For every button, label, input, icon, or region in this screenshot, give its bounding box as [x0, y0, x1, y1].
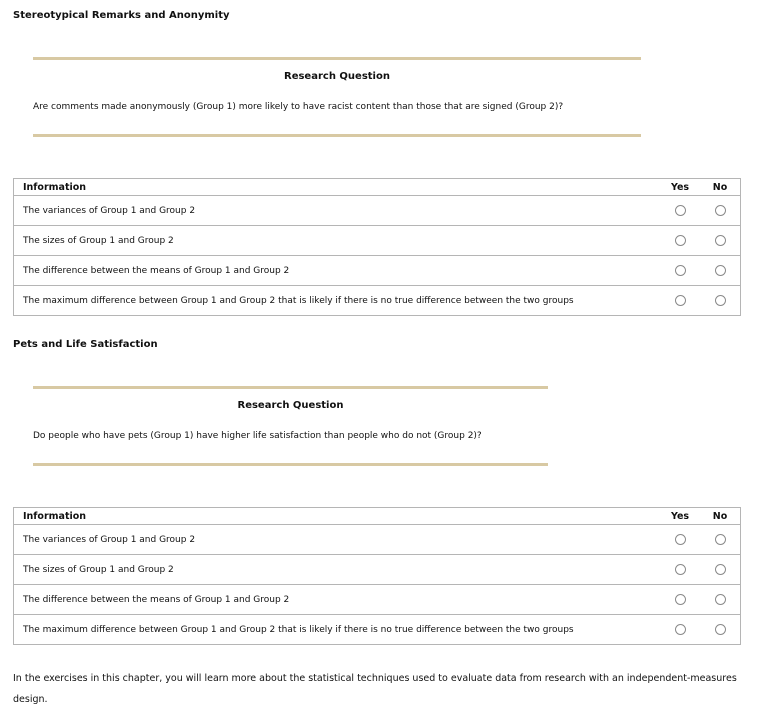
- row-label-variances: The variances of Group 1 and Group 2: [14, 525, 661, 555]
- table-row: [14, 226, 741, 256]
- research-question-box-2: [33, 386, 548, 466]
- radio-yes-sizes[interactable]: [675, 235, 686, 246]
- radio-no-variances[interactable]: [715, 205, 726, 216]
- column-header-no: No: [700, 179, 741, 196]
- radio-no-variances[interactable]: [715, 534, 726, 545]
- table-row: [14, 286, 741, 316]
- table-row: [14, 525, 741, 555]
- radio-yes-variances[interactable]: [675, 534, 686, 545]
- radio-yes-max-difference[interactable]: [675, 295, 686, 306]
- radio-no-max-difference[interactable]: [715, 624, 726, 635]
- row-label-means-difference: The difference between the means of Group 1 and Group 2: [14, 585, 661, 615]
- radio-no-means-difference[interactable]: [715, 265, 726, 276]
- radio-yes-variances[interactable]: [675, 205, 686, 216]
- table-header-row: [14, 508, 741, 525]
- row-label-sizes: The sizes of Group 1 and Group 2: [14, 555, 661, 585]
- information-table-1: [13, 178, 741, 316]
- table-row: [14, 256, 741, 286]
- column-header-information: Information: [14, 508, 661, 525]
- table-row: [14, 585, 741, 615]
- table-row: [14, 615, 741, 645]
- section-title-stereotypical-remarks: Stereotypical Remarks and Anonymity: [13, 10, 230, 21]
- radio-no-means-difference[interactable]: [715, 594, 726, 605]
- radio-no-sizes[interactable]: [715, 235, 726, 246]
- section-title-pets-life-satisfaction: Pets and Life Satisfaction: [13, 339, 158, 350]
- research-question-heading: Research Question: [284, 71, 390, 82]
- column-header-information: Information: [14, 179, 661, 196]
- column-header-yes: Yes: [660, 508, 700, 525]
- row-label-max-difference: The maximum difference between Group 1 and Group 2 that is likely if there is no true difference between the two groups: [14, 286, 661, 316]
- row-label-variances: The variances of Group 1 and Group 2: [14, 196, 661, 226]
- row-label-means-difference: The difference between the means of Group 1 and Group 2: [14, 256, 661, 286]
- row-label-sizes: The sizes of Group 1 and Group 2: [14, 226, 661, 256]
- radio-yes-sizes[interactable]: [675, 564, 686, 575]
- table-row: [14, 196, 741, 226]
- radio-yes-means-difference[interactable]: [675, 265, 686, 276]
- table-header-row: [14, 179, 741, 196]
- research-question-heading: Research Question: [237, 400, 344, 411]
- radio-no-max-difference[interactable]: [715, 295, 726, 306]
- radio-yes-max-difference[interactable]: [675, 624, 686, 635]
- chapter-intro-text: In the exercises in this chapter, you will learn more about the statistical techniques used to evaluate data from research with an independent-measures design.: [13, 673, 737, 705]
- research-question-box-1: [33, 57, 641, 137]
- column-header-no: No: [700, 508, 741, 525]
- table-row: [14, 555, 741, 585]
- radio-yes-means-difference[interactable]: [675, 594, 686, 605]
- research-question-text: Do people who have pets (Group 1) have higher life satisfaction than people who do not (Group 2)?: [33, 431, 482, 441]
- row-label-max-difference: The maximum difference between Group 1 and Group 2 that is likely if there is no true difference between the two groups: [14, 615, 661, 645]
- radio-no-sizes[interactable]: [715, 564, 726, 575]
- column-header-yes: Yes: [660, 179, 700, 196]
- research-question-text: Are comments made anonymously (Group 1) more likely to have racist content than those that are signed (Group 2)?: [33, 102, 564, 112]
- information-table-2: [13, 507, 741, 645]
